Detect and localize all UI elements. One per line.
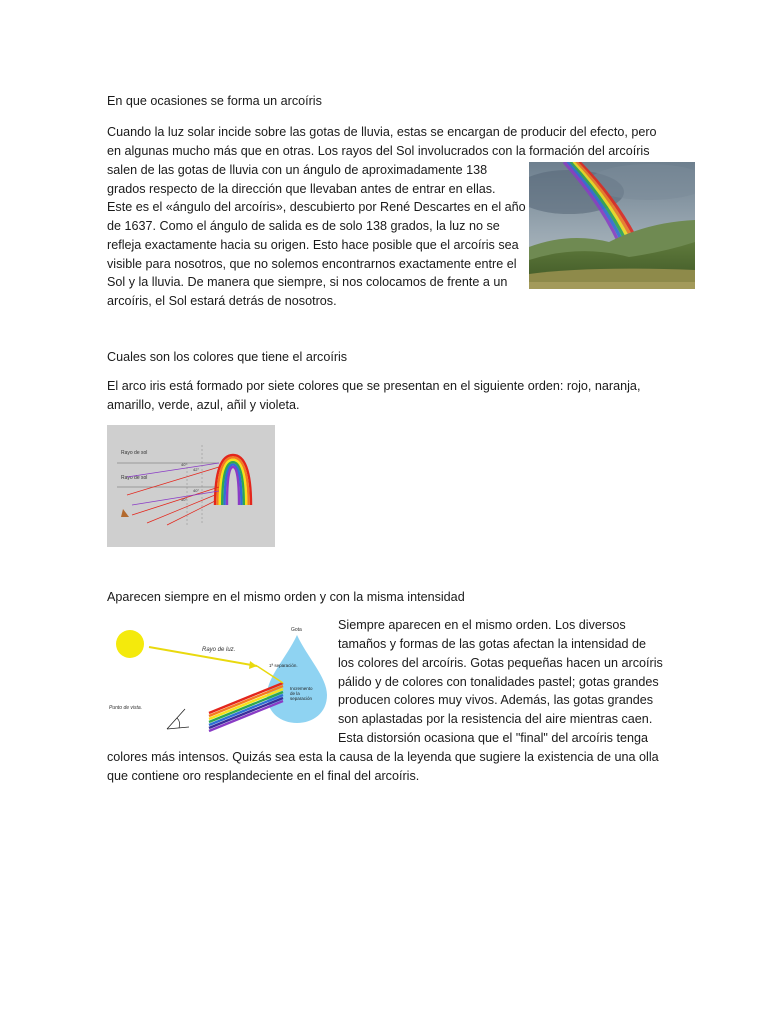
section-3-line: los colores del arcoíris. Gotas pequeñas hacen un arcoíris <box>338 656 663 670</box>
angle-label-bottom-b: 50° <box>181 497 188 502</box>
rainbow-angle-svg <box>107 425 275 547</box>
rainbow-landscape-image <box>529 162 695 289</box>
rainbow-angle-diagram <box>107 425 275 547</box>
angle-label-top-b: 40° <box>181 462 188 467</box>
increment-label-1: Incremento <box>290 686 313 691</box>
separation-label: 1ª separación. <box>269 663 298 668</box>
section-3-line: son aplastadas por la resistencia del aire mientras caen. <box>338 712 653 726</box>
section-2-heading: Cuales son los colores que tiene el arcoíris <box>107 350 348 364</box>
section-3-line: producen colores muy vivos. Además, las gotas grandes <box>338 693 654 707</box>
section-3-heading: Aparecen siempre en el mismo orden y con la misma intensidad <box>107 590 465 604</box>
viewpoint-label: Punto de vista. <box>109 705 143 711</box>
section-1-line: refleja exactamente hacia su origen. Esto hace posible que el arcoíris sea <box>107 238 519 252</box>
section-1-line: Cuando la luz solar incide sobre las gotas de lluvia, estas se encargan de producir del efecto, pero <box>107 125 657 139</box>
light-drop-svg <box>107 617 335 747</box>
section-3-line: colores más intensos. Quizás sea esta la causa de la leyenda que sugiere la existencia de una olla <box>107 750 659 764</box>
section-1-line: grados respecto de la dirección que llevaban antes de entrar en ellas. <box>107 182 496 196</box>
section-1-line: arcoíris, el Sol estará detrás de nosotros. <box>107 294 337 308</box>
section-2-line: amarillo, verde, azul, añil y violeta. <box>107 398 300 412</box>
ray-label-top: Rayo de sol <box>121 450 148 456</box>
section-1-line: Sol y la lluvia. De manera que siempre, si nos colocamos de frente a un <box>107 275 508 289</box>
ray-label-bottom: Rayo de sol <box>121 475 148 481</box>
section-1-line: Este es el «ángulo del arcoíris», descubierto por René Descartes en el año <box>107 200 526 214</box>
section-1-line: salen de las gotas de lluvia con un ángulo de aproximadamente 138 <box>107 163 488 177</box>
rainbow-landscape-photo <box>529 162 695 289</box>
observer-icon <box>121 509 129 517</box>
angle-label-bottom: 40° <box>193 488 200 493</box>
section-3-line: que contiene oro resplandeciente en el final del arcoíris. <box>107 769 420 783</box>
light-drop-diagram <box>107 617 335 747</box>
angle-label-top: 42° <box>193 467 200 472</box>
section-3-line: pálido y de colores con tonalidades pastel; gotas grandes <box>338 675 659 689</box>
sun-icon <box>116 630 144 658</box>
section-3-line: tamaños y formas de las gotas afectan la intensidad de <box>338 637 647 651</box>
section-1-line: visible para nosotros, que no solemos encontrarnos exactamente entre el <box>107 257 517 271</box>
section-2-line: El arco iris está formado por siete colores que se presentan en el siguiente orden: rojo, naranja, <box>107 379 641 393</box>
section-3-line: Esta distorsión ocasiona que el "final" del arcoíris tenga <box>338 731 648 745</box>
section-1-line: en algunas mucho más que en otras. Los rayos del Sol involucrados con la formación del arcoíris <box>107 144 650 158</box>
ray-label: Rayo de luz. <box>202 647 236 653</box>
increment-label-3: separación <box>290 696 313 701</box>
drop-label: Gota <box>291 627 302 633</box>
increment-label-2: de la <box>290 691 300 696</box>
section-1-heading: En que ocasiones se forma un arcoíris <box>107 94 322 108</box>
section-3-line: Siempre aparecen en el mismo orden. Los diversos <box>338 618 626 632</box>
section-1-line: de 1637. Como el ángulo de salida es de solo 138 grados, la luz no se <box>107 219 500 233</box>
